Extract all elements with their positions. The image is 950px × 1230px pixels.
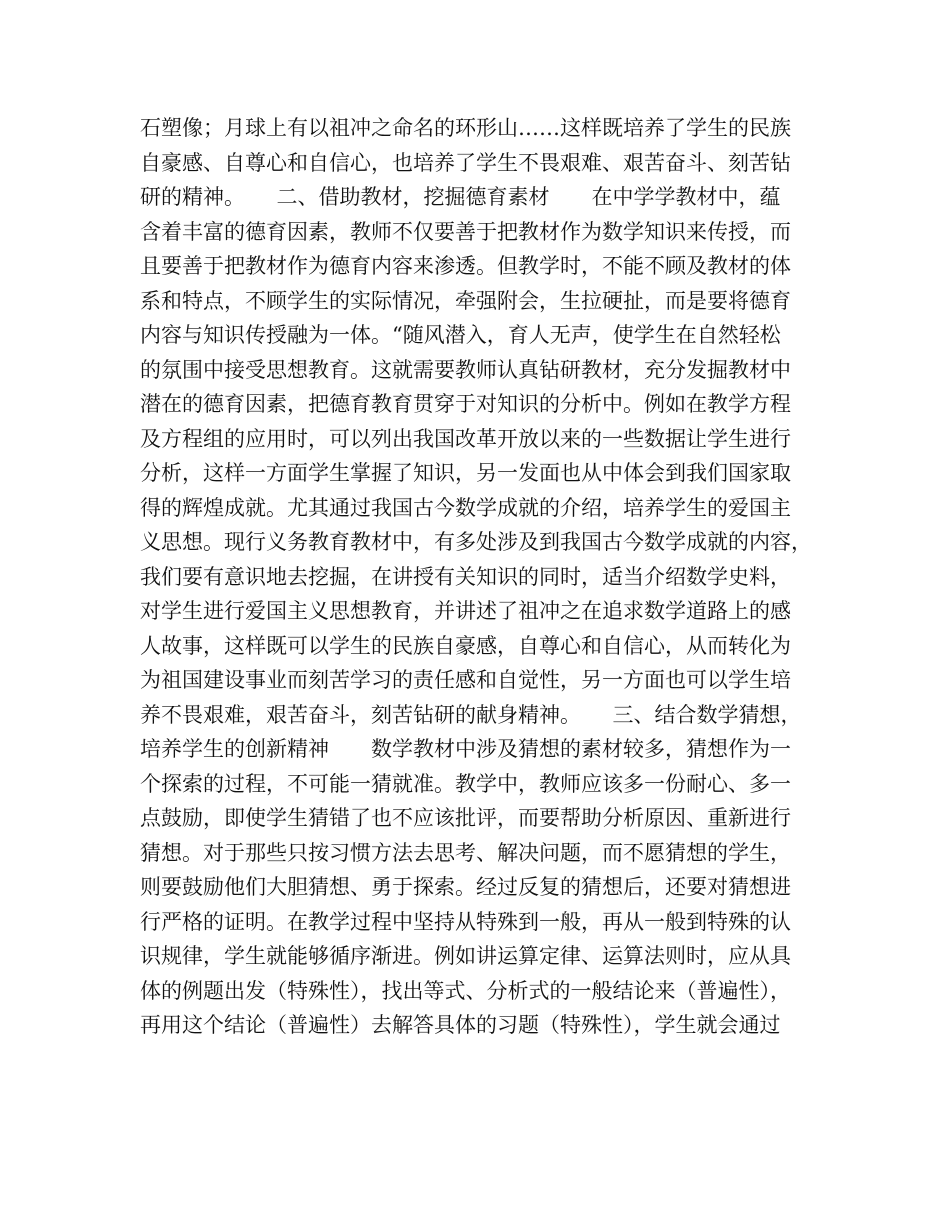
- text-line: 及方程组的应用时，可以列出我国改革开放以来的一些数据让学生进行: [140, 426, 791, 451]
- text-line: 个探索的过程，不可能一猜就准。教学中，教师应该多一份耐心、多一: [140, 771, 791, 796]
- text-line: 猜想。对于那些只按习惯方法去思考、解决问题，而不愿猜想的学生，: [140, 840, 791, 865]
- text-line: 分析，这样一方面学生掌握了知识，另一发面也从中体会到我们国家取: [140, 461, 791, 485]
- text-line: 人故事，这样既可以学生的民族自豪感，自尊心和自信心，从而转化为: [140, 633, 791, 658]
- text-line: 的氛围中接受思想教育。这就需要教师认真钻研教材，充分发掘教材中: [140, 357, 791, 382]
- text-line: 培养学生的创新精神 数学教材中涉及猜想的素材较多，猜想作为一: [140, 737, 791, 761]
- text-line: 义思想。现行义务教育教材中，有多处涉及到我国古今数学成就的内容，: [140, 530, 812, 554]
- text-line: 养不畏艰难，艰苦奋斗，刻苦钻研的献身精神。 三、结合数学猜想，: [140, 702, 802, 727]
- text-line: 研的精神。 二、借助教材，挖掘德育素材 在中学学教材中，蕴: [140, 185, 781, 209]
- text-line: 石塑像；月球上有以祖冲之命名的环形山……这样既培养了学生的民族: [140, 116, 791, 140]
- text-line: 行严格的证明。在教学过程中坚持从特殊到一般，再从一般到特殊的认: [140, 909, 791, 934]
- text-line: 体的例题出发（特殊性），找出等式、分析式的一般结论来（普遍性），: [140, 978, 791, 1003]
- text-line: 得的辉煌成就。尤其通过我国古今数学成就的介绍，培养学生的爱国主: [140, 495, 791, 520]
- text-line: 含着丰富的德育因素，教师不仅要善于把教材作为数学知识来传授，而: [140, 219, 791, 244]
- body-text: [140, 111, 840, 1043]
- text-line: 自豪感、自尊心和自信心，也培养了学生不畏艰难、艰苦奋斗、刻苦钻: [140, 150, 791, 175]
- text-line: 再用这个结论（普遍性）去解答具体的习题（特殊性），学生就会通过: [140, 1013, 781, 1037]
- text-line: 我们要有意识地去挖掘，在讲授有关知识的同时，适当介绍数学史料，: [140, 564, 791, 589]
- text-line: 为祖国建设事业而刻苦学习的责任感和自觉性，另一方面也可以学生培: [140, 668, 791, 692]
- text-line: 则要鼓励他们大胆猜想、勇于探索。经过反复的猜想后，还要对猜想进: [140, 875, 791, 899]
- text-line: 系和特点，不顾学生的实际情况，牵强附会，生拉硬扯，而是要将德育: [140, 288, 791, 313]
- text-line: 点鼓励，即使学生猜错了也不应该批评，而要帮助分析原因、重新进行: [140, 806, 791, 830]
- text-line: 对学生进行爱国主义思想教育，并讲述了祖冲之在追求数学道路上的感: [140, 599, 791, 623]
- text-line: 潜在的德育因素，把德育教育贯穿于对知识的分析中。例如在教学方程: [140, 392, 791, 416]
- text-line: 内容与知识传授融为一体。“随风潜入，育人无声，使学生在自然轻松: [140, 323, 781, 347]
- text-line: 且要善于把教材作为德育内容来渗透。但教学时，不能不顾及教材的体: [140, 254, 791, 278]
- text-line: 识规律，学生就能够循序渐进。例如讲运算定律、运算法则时，应从具: [140, 944, 791, 968]
